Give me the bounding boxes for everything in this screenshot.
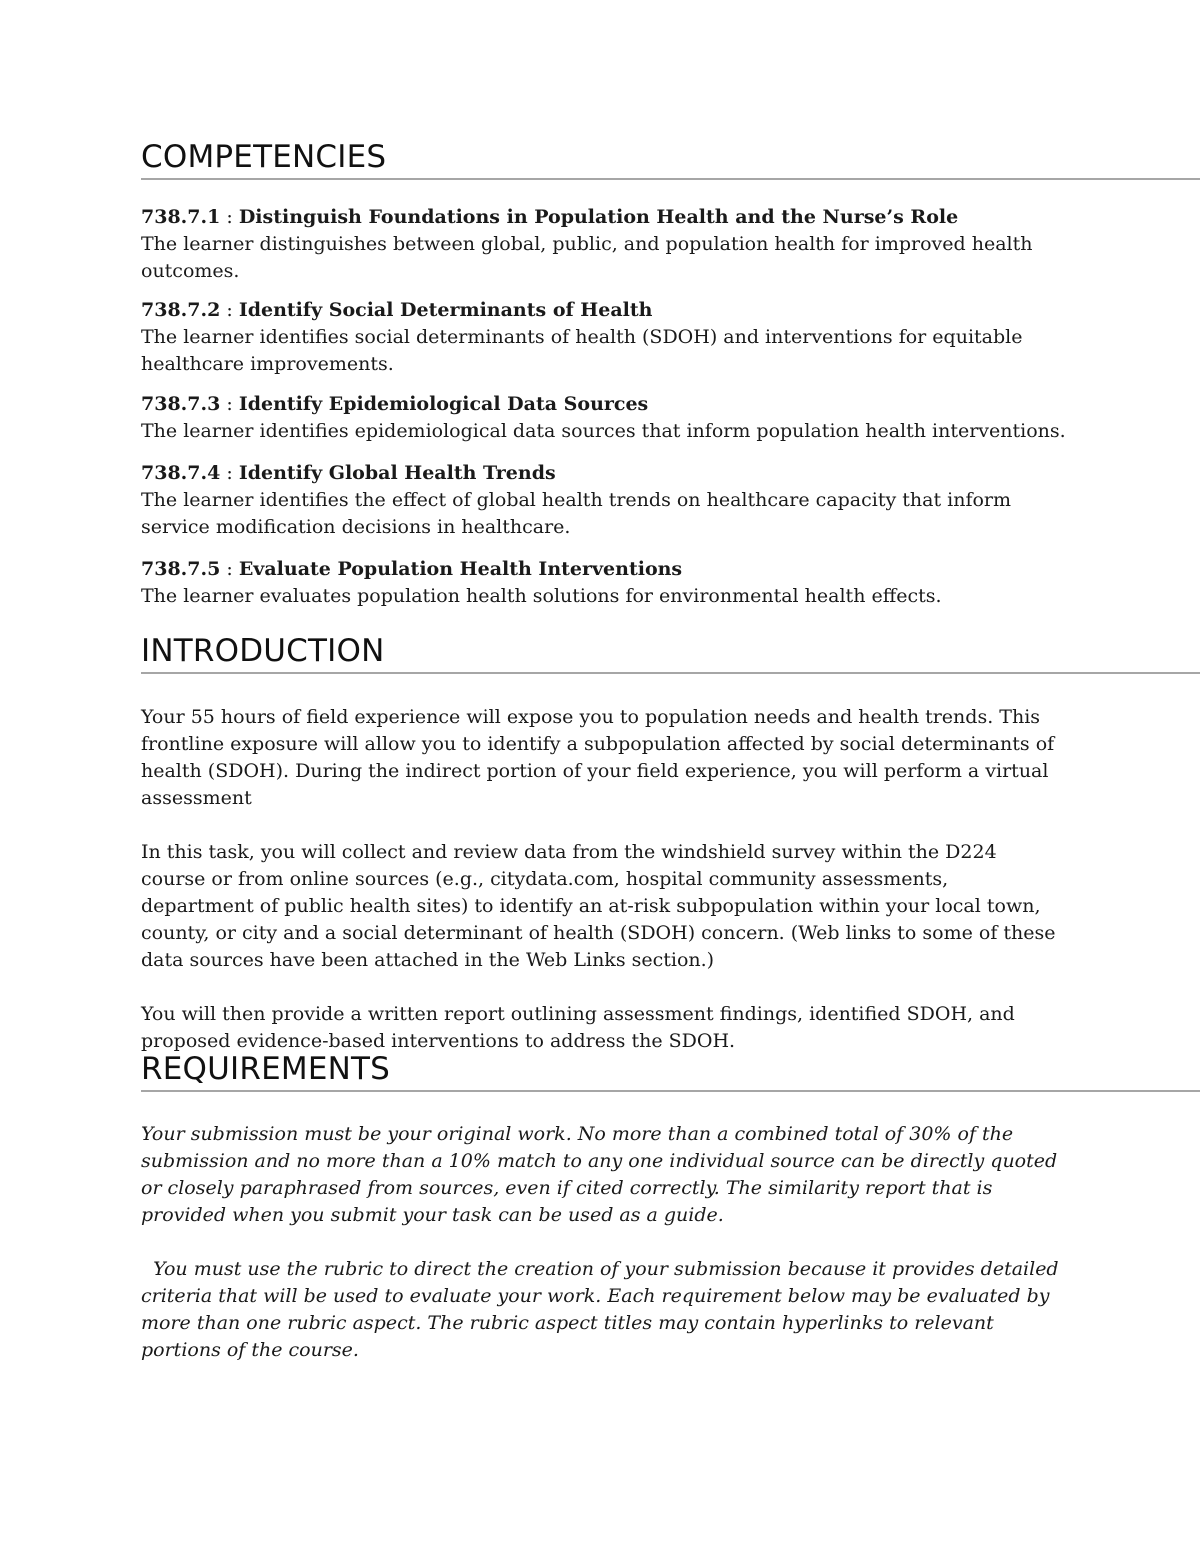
competency-description: The learner identifies the effect of global health trends on healthcare capacity that inform service modification decisions in healthcare. (141, 489, 1012, 538)
competency-title: Distinguish Foundations in Population Health and the Nurse’s Role (238, 206, 959, 228)
competency-code: 738.7.5 (141, 558, 221, 580)
competency-heading (141, 297, 1070, 324)
competency-heading (141, 204, 1070, 231)
competency-separator: : (220, 393, 239, 415)
competency-separator: : (220, 206, 239, 228)
introduction-section (141, 634, 1200, 1055)
competency-title: Identify Epidemiological Data Sources (238, 393, 649, 415)
competency-title: Identify Global Health Trends (238, 462, 556, 484)
requirements-heading: REQUIREMENTS (141, 1052, 1200, 1092)
competency-separator: : (220, 462, 239, 484)
competency-title: Identify Social Determinants of Health (238, 299, 653, 321)
competency-code: 738.7.3 (141, 393, 221, 415)
competency-code: 738.7.1 (141, 206, 221, 228)
introduction-paragraph: In this task, you will collect and review data from the windshield survey within the D224 course or from online sources (e.g., citydata.com, hospital community assessments, department of public health sites) to identify an at-risk subpopulation within your local town, county, or city and a social determinant of health (SDOH) concern. (Web links to some of these data sources have been attached in the Web Links section.) (141, 841, 1056, 971)
competencies-section (141, 140, 1200, 610)
competency-separator: : (220, 299, 239, 321)
competency-description: The learner identifies epidemiological data sources that inform population health interventions. (141, 420, 1066, 442)
competency-item (141, 391, 1070, 445)
competency-code: 738.7.4 (141, 462, 221, 484)
competency-item (141, 204, 1070, 285)
competency-heading (141, 460, 1070, 487)
competencies-heading: COMPETENCIES (141, 140, 1200, 180)
competency-item (141, 556, 1070, 610)
competency-heading (141, 556, 1070, 583)
competency-description: The learner evaluates population health solutions for environmental health effects. (141, 585, 942, 607)
competency-title: Evaluate Population Health Interventions (238, 558, 683, 580)
competency-description: The learner distinguishes between global, public, and population health for improved health outcomes. (141, 233, 1033, 282)
introduction-heading: INTRODUCTION (141, 634, 1200, 674)
competency-item (141, 460, 1070, 541)
competency-item (141, 297, 1070, 378)
competency-list (141, 204, 1200, 610)
requirements-section (141, 1052, 1200, 1364)
introduction-paragraph: You will then provide a written report outlining assessment findings, identified SDOH, and proposed evidence-based interventions to address the SDOH. (141, 1003, 1015, 1052)
competency-description: The learner identifies social determinants of health (SDOH) and interventions for equitable healthcare improvements. (141, 326, 1023, 375)
competency-heading (141, 391, 1070, 418)
requirements-paragraph: You must use the rubric to direct the creation of your submission because it provides detailed criteria that will be used to evaluate your work. Each requirement below may be evaluated by more than one rubric aspect. The rubric aspect titles may contain hyperlinks to relevant portions of the course. (141, 1258, 1065, 1361)
requirements-paragraph: Your submission must be your original work. No more than a combined total of 30% of the submission and no more than a 10% match to any one individual source can be directly quoted or closely paraphrased from sources, even if cited correctly. The similarity report that is provided when you submit your task can be used as a guide. (141, 1123, 1058, 1226)
document-page (141, 0, 1200, 1553)
competency-code: 738.7.2 (141, 299, 221, 321)
competency-separator: : (220, 558, 239, 580)
introduction-paragraph: Your 55 hours of field experience will expose you to population needs and health trends. This frontline exposure will allow you to identify a subpopulation affected by social determinants of health (SDOH). During the indirect portion of your field experience, you will perform a virtual assessment (141, 706, 1055, 809)
